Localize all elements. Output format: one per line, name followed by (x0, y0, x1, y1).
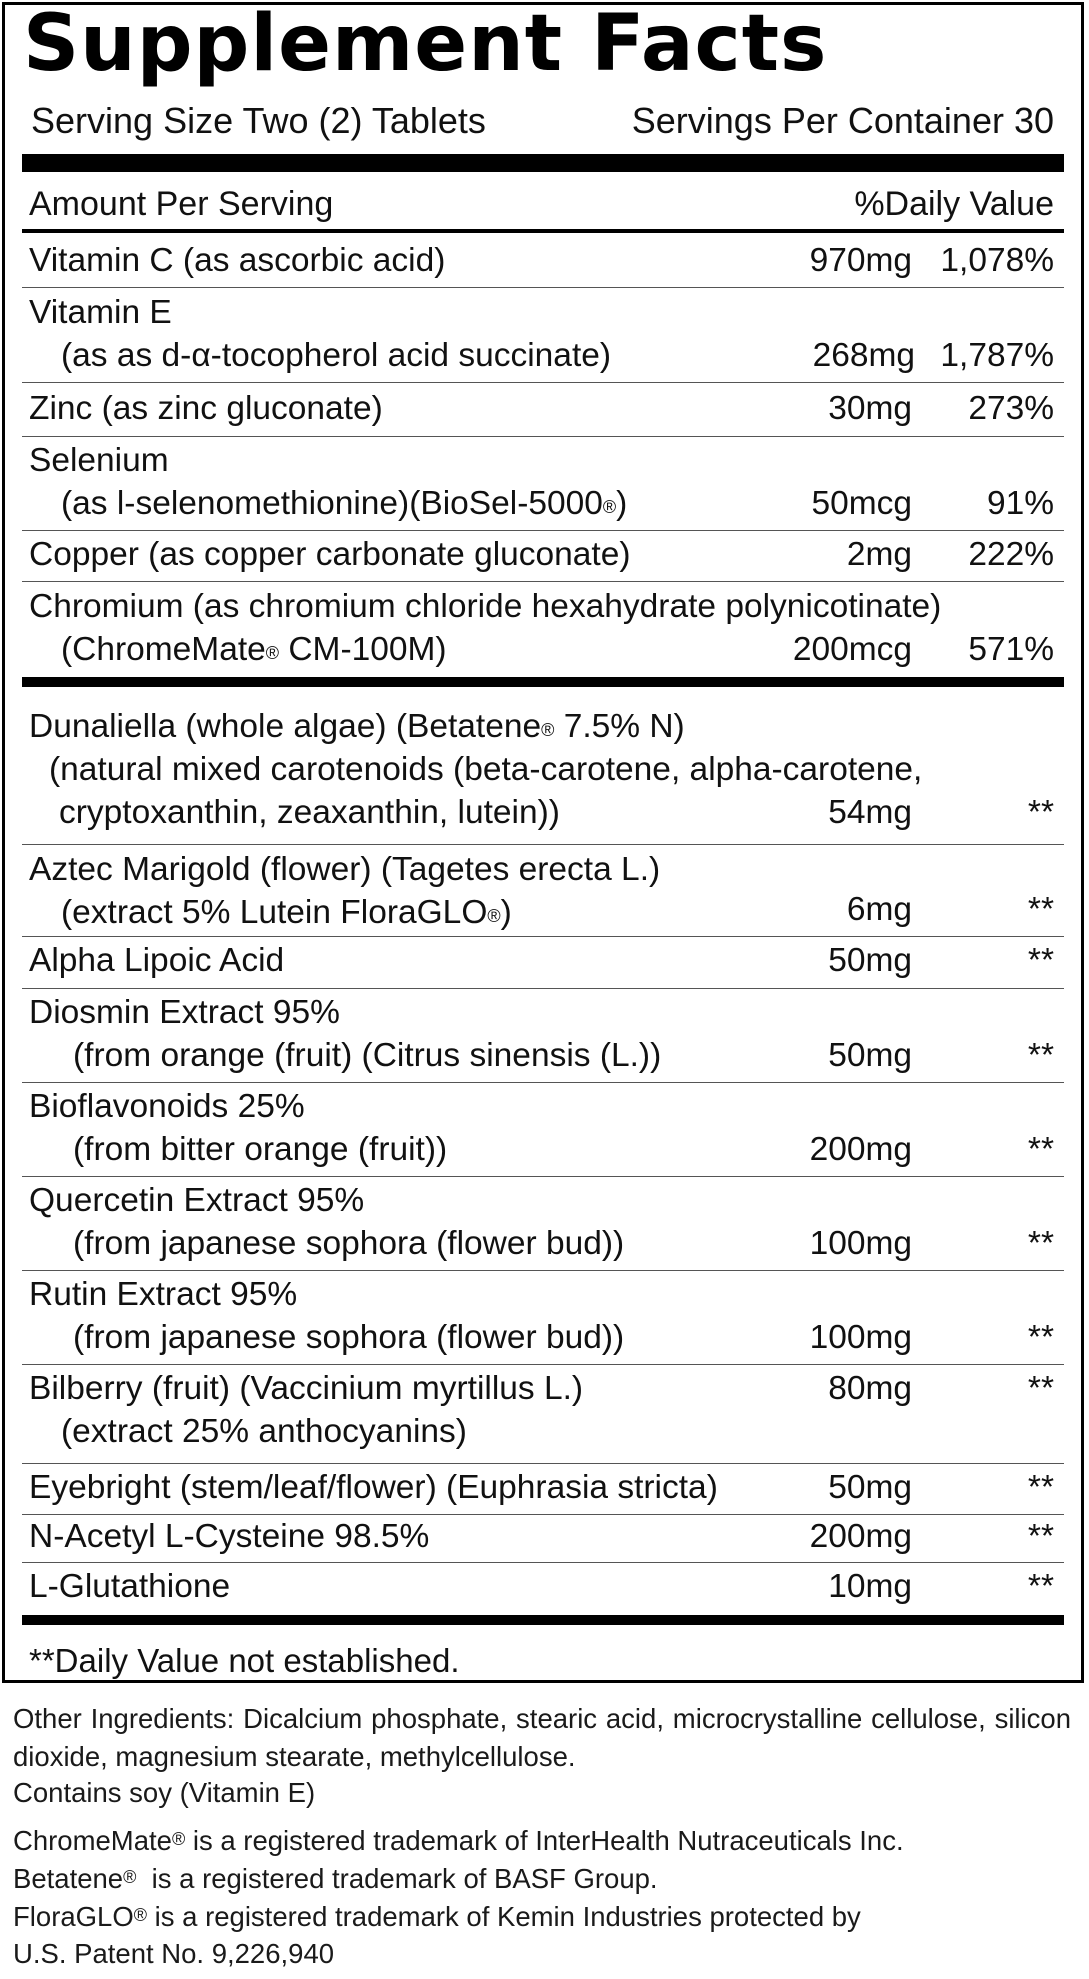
ingredient-source: (extract 25% anthocyanins) (61, 1413, 467, 1450)
registered-mark: ® (541, 720, 555, 740)
supplement-facts-panel (2, 2, 1084, 1683)
other-ingredients: Other Ingredients: Dicalcium phosphate, stearic acid, microcrystalline cellulose, silicon dioxide, magnesium stearate, methylcellulose. (13, 1703, 1071, 1772)
nutrient-amount: 2mg (846, 536, 912, 573)
nutrient-daily-value: 571% (968, 631, 1054, 668)
row-divider (22, 530, 1064, 531)
nutrient-daily-value: 273% (968, 390, 1054, 427)
nutrient-daily-value: 1,787% (940, 337, 1054, 374)
row-divider (22, 1082, 1064, 1083)
footer-divider (22, 1615, 1064, 1625)
ingredient-row (29, 939, 1054, 982)
allergen-statement: Contains soy (Vitamin E) (13, 1777, 316, 1808)
ingredient-row (29, 1565, 1054, 1608)
ingredient-name: L-Glutathione (29, 1568, 231, 1605)
registered-mark: ® (487, 906, 501, 926)
ingredient-name: Eyebright (stem/leaf/flower) (Euphrasia stricta) (29, 1469, 718, 1506)
ingredient-daily-value: ** (1027, 891, 1054, 928)
nutrient-row (29, 439, 1054, 525)
ingredient-amount: 80mg (828, 1370, 912, 1407)
ingredient-source: (natural mixed carotenoids (beta-carotene, alpha-carotene, (49, 751, 923, 788)
trademark-notice: FloraGLO® is a registered trademark of Kemin Industries protected by (13, 1901, 861, 1932)
ingredient-amount: 200mg (809, 1518, 912, 1555)
ingredient-amount: 50mg (828, 942, 912, 979)
nutrient-daily-value: 91% (986, 485, 1054, 522)
nutrient-source: (as l-selenomethionine)(BioSel-5000®) (61, 485, 628, 522)
nutrient-name: Zinc (as zinc gluconate) (29, 390, 383, 427)
ingredient-source: (extract 5% Lutein FloraGLO®) (61, 894, 512, 931)
nutrient-row (29, 585, 1054, 671)
ingredient-name: Rutin Extract 95% (29, 1276, 298, 1313)
ingredient-daily-value: ** (1027, 1319, 1054, 1356)
ingredient-row (29, 848, 1054, 934)
ingredient-daily-value: ** (1027, 942, 1054, 979)
nutrient-amount: 970mg (809, 242, 912, 279)
row-divider (22, 1364, 1064, 1365)
row-divider (22, 1270, 1064, 1271)
header-divider (22, 229, 1064, 233)
nutrient-amount: 268mg (812, 337, 915, 374)
nutrient-source: (ChromeMate® CM-100M) (61, 631, 447, 668)
servings-per-container: Servings Per Container 30 (631, 100, 1054, 141)
ingredient-amount: 54mg (828, 794, 912, 831)
ingredient-amount: 50mg (828, 1469, 912, 1506)
row-divider (22, 1562, 1064, 1563)
ingredient-name: Aztec Marigold (flower) (Tagetes erecta L.) (29, 851, 661, 888)
row-divider (22, 581, 1064, 582)
ingredient-amount: 100mg (809, 1319, 912, 1356)
trademark-notice: Betatene® is a registered trademark of BASF Group. (13, 1863, 658, 1894)
row-divider (22, 936, 1064, 937)
panel-title: Supplement Facts (23, 0, 828, 89)
ingredient-name: Alpha Lipoic Acid (29, 942, 285, 979)
row-divider (22, 988, 1064, 989)
ingredient-amount: 50mg (828, 1037, 912, 1074)
registered-mark: ® (602, 497, 617, 517)
nutrient-row (29, 291, 1054, 377)
row-divider (22, 382, 1064, 383)
daily-value-header: %Daily Value (854, 185, 1054, 223)
section-divider (22, 677, 1064, 687)
ingredient-row (29, 991, 1054, 1077)
ingredient-daily-value: ** (1027, 1469, 1054, 1506)
ingredient-amount: 6mg (846, 891, 912, 928)
row-divider (22, 1463, 1064, 1464)
ingredient-name: Bioflavonoids 25% (29, 1088, 305, 1125)
nutrient-row (29, 239, 1054, 282)
serving-size: Serving Size Two (2) Tablets (31, 100, 486, 141)
nutrient-name: Copper (as copper carbonate gluconate) (29, 536, 631, 573)
registered-mark: ® (123, 1867, 137, 1887)
ingredient-daily-value: ** (1027, 1225, 1054, 1262)
daily-value-footnote: **Daily Value not established. (29, 1642, 460, 1679)
ingredient-source: (from bitter orange (fruit)) (73, 1131, 448, 1168)
ingredient-daily-value: ** (1027, 794, 1054, 831)
amount-per-serving-header: Amount Per Serving (29, 185, 334, 223)
trademark-notice: ChromeMate® is a registered trademark of InterHealth Nutraceuticals Inc. (13, 1825, 904, 1856)
nutrient-name: Chromium (as chromium chloride hexahydrate polynicotinate) (29, 588, 942, 625)
row-divider (22, 287, 1064, 288)
ingredient-daily-value: ** (1027, 1131, 1054, 1168)
ingredient-name: Quercetin Extract 95% (29, 1182, 365, 1219)
row-divider (22, 1176, 1064, 1177)
ingredient-daily-value: ** (1027, 1518, 1054, 1555)
nutrient-daily-value: 222% (968, 536, 1054, 573)
thick-divider (22, 154, 1064, 172)
ingredient-row (29, 1367, 1054, 1453)
nutrient-source: (as as d-α-tocopherol acid succinate) (61, 337, 612, 374)
registered-mark: ® (171, 1829, 186, 1849)
nutrient-row (29, 387, 1054, 430)
ingredient-row (29, 705, 1054, 834)
ingredient-row (29, 1179, 1054, 1265)
ingredient-row (29, 1515, 1054, 1558)
nutrient-name: Vitamin C (as ascorbic acid) (29, 242, 446, 279)
ingredient-source: (from japanese sophora (flower bud)) (73, 1319, 625, 1356)
ingredient-name: Bilberry (fruit) (Vaccinium myrtillus L.) (29, 1370, 584, 1407)
ingredient-row (29, 1466, 1054, 1509)
nutrient-name: Vitamin E (29, 294, 172, 331)
patent-number: U.S. Patent No. 9,226,940 (13, 1938, 335, 1969)
ingredient-source: (from japanese sophora (flower bud)) (73, 1225, 625, 1262)
ingredient-name: Diosmin Extract 95% (29, 994, 340, 1031)
ingredient-source: cryptoxanthin, zeaxanthin, lutein)) (59, 794, 560, 831)
nutrient-amount: 50mcg (811, 485, 912, 522)
registered-mark: ® (265, 643, 280, 663)
registered-mark: ® (133, 1905, 147, 1925)
nutrient-amount: 200mcg (792, 631, 912, 668)
row-divider (22, 436, 1064, 437)
ingredient-daily-value: ** (1027, 1370, 1054, 1407)
ingredient-daily-value: ** (1027, 1568, 1054, 1605)
nutrient-daily-value: 1,078% (940, 242, 1054, 279)
nutrient-name: Selenium (29, 442, 169, 479)
ingredient-name: Dunaliella (whole algae) (Betatene® 7.5% N) (29, 708, 685, 745)
nutrient-row (29, 533, 1054, 576)
ingredient-amount: 10mg (828, 1568, 912, 1605)
ingredient-daily-value: ** (1027, 1037, 1054, 1074)
ingredient-amount: 100mg (809, 1225, 912, 1262)
ingredient-amount: 200mg (809, 1131, 912, 1168)
row-divider (22, 844, 1064, 845)
ingredient-source: (from orange (fruit) (Citrus sinensis (L.)) (73, 1037, 662, 1074)
ingredient-row (29, 1273, 1054, 1359)
ingredient-row (29, 1085, 1054, 1171)
ingredient-name: N-Acetyl L-Cysteine 98.5% (29, 1518, 430, 1555)
nutrient-amount: 30mg (828, 390, 912, 427)
